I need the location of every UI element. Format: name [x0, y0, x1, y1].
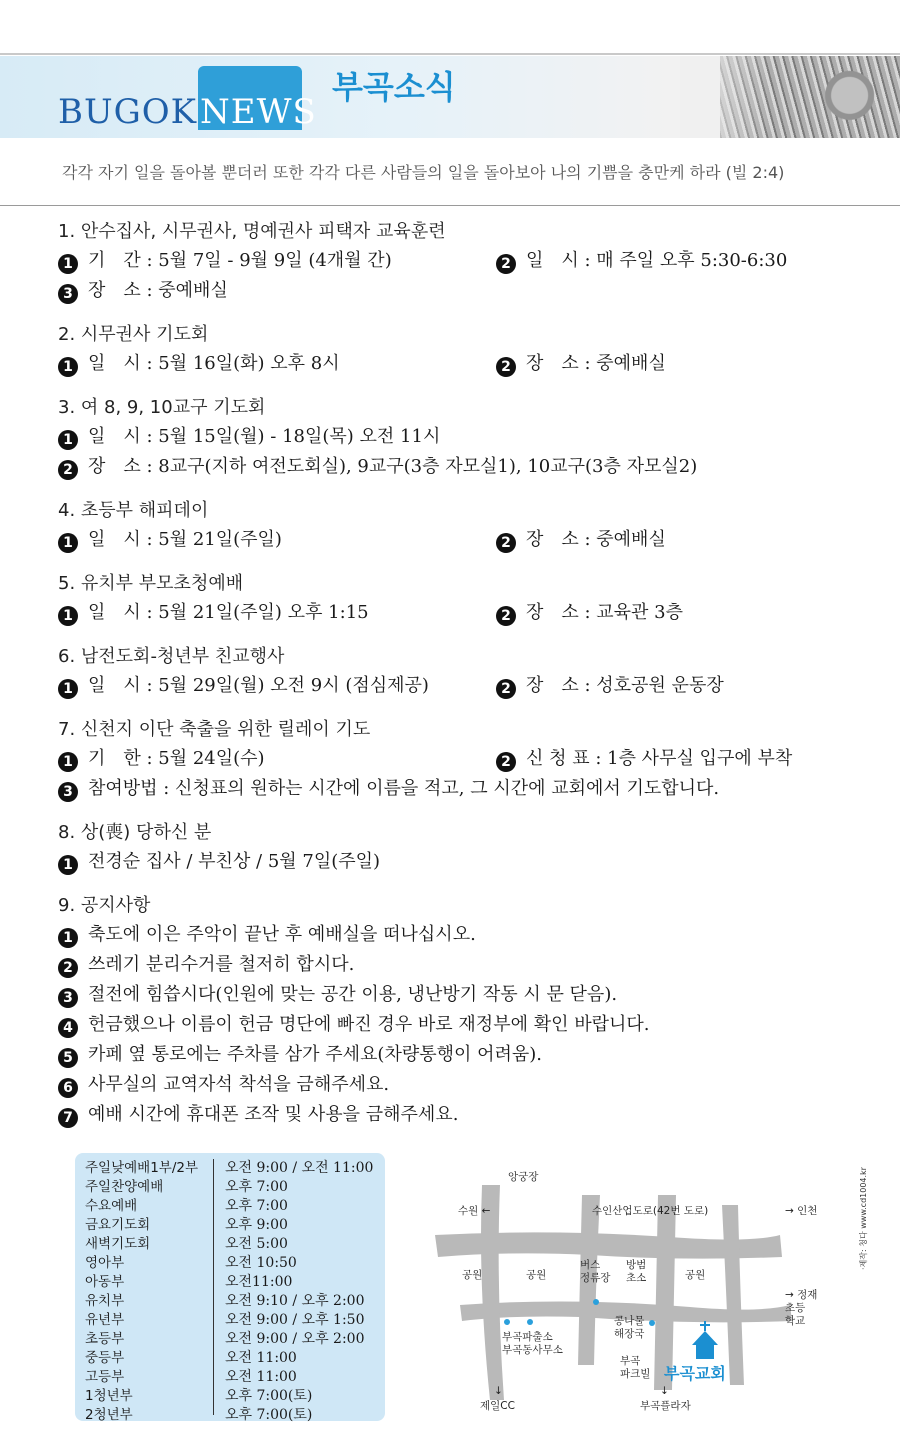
section-title: 6. 남전도회-청년부 친교행사 — [58, 646, 285, 667]
section-row — [58, 525, 878, 555]
schedule-row — [85, 1235, 375, 1254]
item-label: 장 소 : 성호공원 운동장 — [526, 675, 724, 696]
item-number-badge: 3 — [58, 782, 78, 802]
item-text — [58, 1074, 389, 1095]
schedule-service-name: 새벽기도회 — [85, 1236, 151, 1252]
item-label: 축도에 이은 주악이 끝난 후 예배실을 떠나십시오. — [88, 924, 476, 945]
item-text — [58, 924, 476, 945]
item-number-badge: 6 — [58, 1078, 78, 1098]
item-number-badge: 1 — [58, 606, 78, 626]
news-section — [58, 394, 878, 482]
section-row — [58, 1040, 878, 1070]
schedule-row — [85, 1330, 375, 1349]
page-title: 부곡소식 — [332, 68, 456, 106]
news-section — [58, 497, 878, 555]
schedule-service-name: 수요예배 — [85, 1198, 138, 1214]
item-number-badge: 1 — [58, 679, 78, 699]
item-number-badge: 1 — [58, 855, 78, 875]
section-row — [58, 847, 878, 877]
map-label-park: 공원 — [462, 1269, 483, 1281]
item-number-badge: 2 — [496, 752, 516, 772]
item-text — [58, 778, 719, 799]
item-label: 일 시 : 5월 21일(주일) — [88, 529, 282, 550]
schedule-time: 오후 7:00 — [225, 1198, 288, 1214]
item-text — [58, 1014, 649, 1035]
item-text — [58, 353, 340, 374]
schedule-service-name: 유치부 — [85, 1293, 125, 1309]
map-label-bus-stop: 버스 정류장 — [580, 1259, 611, 1284]
map-label-jeilcc: 제일CC — [480, 1400, 515, 1412]
item-text — [496, 525, 666, 555]
section-row — [58, 598, 878, 628]
map-label-incheon: → 인천 — [785, 1205, 818, 1217]
section-row — [58, 1010, 878, 1040]
map-label-suwon: 수원 ← — [458, 1205, 491, 1217]
item-text — [58, 851, 380, 872]
schedule-time: 오전 9:00 / 오전 11:00 — [225, 1160, 374, 1176]
section-title: 7. 신천지 이단 축출을 위한 릴레이 기도 — [58, 719, 371, 740]
section-row — [58, 671, 878, 701]
restaurant-marker — [649, 1320, 655, 1326]
section-title: 8. 상(喪) 당하신 분 — [58, 822, 212, 843]
schedule-row — [85, 1368, 375, 1387]
schedule-row — [85, 1216, 375, 1235]
item-label: 참여방법 : 신청표의 원하는 시간에 이름을 적고, 그 시간에 교회에서 기도합니다. — [88, 778, 720, 799]
item-label: 일 시 : 5월 15일(월) - 18일(목) 오전 11시 — [88, 426, 441, 447]
schedule-time: 오전 10:50 — [225, 1255, 297, 1271]
news-section — [58, 716, 878, 804]
item-label: 헌금했으나 이름이 헌금 명단에 빠진 경우 바로 재정부에 확인 바랍니다. — [88, 1014, 650, 1035]
schedule-time: 오후 7:00(토) — [225, 1407, 313, 1423]
section-row — [58, 744, 878, 774]
schedule-service-name: 중등부 — [85, 1350, 125, 1366]
item-number-badge: 7 — [58, 1108, 78, 1128]
item-text — [58, 748, 265, 769]
item-number-badge: 2 — [496, 254, 516, 274]
schedule-row — [85, 1273, 375, 1292]
header-photo-fade — [680, 56, 770, 138]
logo-bugok: BUGOK — [58, 92, 198, 132]
news-section — [58, 321, 878, 379]
item-label: 신 청 표 : 1층 사무실 입구에 부착 — [526, 748, 793, 769]
item-number-badge: 2 — [496, 533, 516, 553]
item-label: 장 소 : 중예배실 — [526, 529, 666, 550]
schedule-time: 오전 9:00 / 오후 1:50 — [225, 1312, 365, 1328]
item-label: 일 시 : 5월 29일(월) 오전 9시 (점심제공) — [88, 675, 429, 696]
item-text — [496, 349, 666, 379]
logo-news: NEWS — [200, 92, 317, 132]
schedule-service-name: 초등부 — [85, 1331, 125, 1347]
schedule-time: 오후 9:00 — [225, 1217, 288, 1233]
location-map — [430, 1165, 830, 1425]
item-text — [58, 1104, 458, 1125]
credit: ·제작: 청다 www.cd1004.kr — [859, 1167, 868, 1270]
item-text — [58, 675, 429, 696]
item-text — [58, 954, 354, 975]
item-number-badge: 2 — [496, 679, 516, 699]
item-number-badge: 2 — [58, 460, 78, 480]
news-section — [58, 218, 878, 306]
map-label-plaza: 부곡플라자 — [640, 1400, 691, 1412]
schedule-row — [85, 1349, 375, 1368]
item-label: 장 소 : 8교구(지하 여전도회실), 9교구(3층 자모실1), 10교구(3층 자모실2) — [88, 456, 698, 477]
item-number-badge: 2 — [496, 357, 516, 377]
item-text — [58, 984, 617, 1005]
item-label: 쓰레기 분리수거를 철저히 합시다. — [88, 954, 355, 975]
schedule-time: 오전 11:00 — [225, 1350, 297, 1366]
item-text — [58, 1044, 542, 1065]
schedule-row — [85, 1311, 375, 1330]
arrow-down-icon: ↓ — [494, 1385, 503, 1397]
section-row — [58, 950, 878, 980]
item-label: 절전에 힘씁시다(인원에 맞는 공간 이용, 냉난방기 작동 시 문 닫음). — [88, 984, 618, 1005]
schedule-service-name: 유년부 — [85, 1312, 125, 1328]
item-text — [58, 529, 282, 550]
schedule-time: 오전 9:00 / 오후 2:00 — [225, 1331, 365, 1347]
arrow-down-icon: ↓ — [660, 1385, 669, 1397]
item-number-badge: 1 — [58, 254, 78, 274]
section-row — [58, 422, 878, 452]
map-label-road: 수인산업도로(42번 도로) — [592, 1205, 709, 1217]
schedule-time: 오전 11:00 — [225, 1369, 297, 1385]
item-label: 기 간 : 5월 7일 - 9월 9일 (4개월 간) — [88, 250, 392, 271]
item-number-badge: 3 — [58, 988, 78, 1008]
item-label: 일 시 : 5월 16일(화) 오후 8시 — [88, 353, 340, 374]
schedule-time: 오전 9:10 / 오후 2:00 — [225, 1293, 365, 1309]
news-section — [58, 819, 878, 877]
section-row — [58, 980, 878, 1010]
section-title: 1. 안수집사, 시무권사, 명예권사 피택자 교육훈련 — [58, 221, 446, 242]
item-number-badge: 1 — [58, 357, 78, 377]
church-icon — [692, 1321, 718, 1359]
item-text — [496, 744, 792, 774]
item-number-badge: 1 — [58, 752, 78, 772]
section-row — [58, 920, 878, 950]
section-title: 3. 여 8, 9, 10교구 기도회 — [58, 397, 266, 418]
item-number-badge: 4 — [58, 1018, 78, 1038]
schedule-row — [85, 1387, 375, 1406]
section-row — [58, 246, 878, 276]
item-number-badge: 2 — [496, 606, 516, 626]
schedule-row — [85, 1292, 375, 1311]
item-number-badge: 5 — [58, 1048, 78, 1068]
item-label: 장 소 : 중예배실 — [526, 353, 666, 374]
section-row — [58, 1100, 878, 1130]
map-label-crime-post: 방범 초소 — [626, 1259, 647, 1284]
schedule-service-name: 주일낮예배1부/2부 — [85, 1160, 199, 1176]
item-label: 일 시 : 5월 21일(주일) 오후 1:15 — [88, 602, 369, 623]
section-title: 4. 초등부 해피데이 — [58, 500, 209, 521]
map-label-parkville: 부곡 파크빌 — [620, 1355, 651, 1380]
section-title: 9. 공지사항 — [58, 895, 151, 916]
item-label: 사무실의 교역자석 착석을 금해주세요. — [88, 1074, 390, 1095]
schedule-row — [85, 1197, 375, 1216]
item-number-badge: 3 — [58, 284, 78, 304]
item-label: 예배 시간에 휴대폰 조작 및 사용을 금해주세요. — [88, 1104, 459, 1125]
item-text — [496, 598, 683, 628]
item-text — [58, 280, 228, 301]
map-label-park: 공원 — [526, 1269, 547, 1281]
map-roads — [430, 1165, 830, 1425]
map-label-restaurant: 콩나물 해장국 — [614, 1315, 645, 1340]
section-row — [58, 774, 878, 804]
map-label-school: → 정재 초등 학교 — [785, 1289, 818, 1327]
schedule-row — [85, 1159, 375, 1178]
schedule-service-name: 1청년부 — [85, 1388, 133, 1404]
section-title: 5. 유치부 부모초청예배 — [58, 573, 244, 594]
bible-verse: 각각 자기 일을 돌아볼 뿐더러 또한 각각 다른 사람들의 일을 돌아보아 나의 기쁨을 충만케 하라 (빌 2:4) — [62, 163, 785, 182]
schedule-row — [85, 1178, 375, 1197]
news-section — [58, 892, 878, 1130]
item-text — [58, 602, 369, 623]
schedule-service-name: 아동부 — [85, 1274, 125, 1290]
item-label: 장 소 : 중예배실 — [88, 280, 228, 301]
item-label: 일 시 : 매 주일 오후 5:30-6:30 — [526, 250, 788, 271]
section-title: 2. 시무권사 기도회 — [58, 324, 209, 345]
section-row — [58, 452, 878, 482]
section-row — [58, 276, 878, 306]
item-label: 기 한 : 5월 24일(수) — [88, 748, 265, 769]
map-label-archery: 앙궁장 — [508, 1171, 539, 1183]
item-text — [496, 671, 724, 701]
map-label-park: 공원 — [685, 1269, 706, 1281]
item-label: 카페 옆 통로에는 주차를 삼가 주세요(차량통행이 어려움). — [88, 1044, 543, 1065]
schedule-service-name: 고등부 — [85, 1369, 125, 1385]
news-section — [58, 570, 878, 628]
item-text — [496, 246, 787, 276]
schedule-service-name: 2청년부 — [85, 1407, 133, 1423]
item-label: 장 소 : 교육관 3층 — [526, 602, 684, 623]
section-row — [58, 349, 878, 379]
schedule-row — [85, 1406, 375, 1425]
item-text — [58, 250, 392, 271]
schedule-time: 오후 7:00 — [225, 1179, 288, 1195]
news-list — [58, 218, 878, 1145]
schedule-time: 오전 5:00 — [225, 1236, 288, 1252]
schedule-time: 오전11:00 — [225, 1274, 293, 1290]
schedule-row — [85, 1254, 375, 1273]
schedule-time: 오후 7:00(토) — [225, 1388, 313, 1404]
schedule-service-name: 주일찬양예배 — [85, 1179, 164, 1195]
item-number-badge: 2 — [58, 958, 78, 978]
item-text — [58, 456, 697, 477]
section-row — [58, 1070, 878, 1100]
item-label: 전경순 집사 / 부친상 / 5월 7일(주일) — [88, 851, 381, 872]
map-label-police-office: 부곡파출소 부곡동사무소 — [502, 1331, 563, 1356]
top-rule — [0, 53, 900, 55]
worship-schedule-box — [75, 1153, 385, 1421]
item-number-badge: 1 — [58, 533, 78, 553]
item-text — [58, 426, 440, 447]
item-number-badge: 1 — [58, 430, 78, 450]
bus-stop-marker — [593, 1299, 599, 1305]
police-marker — [504, 1319, 510, 1325]
item-number-badge: 1 — [58, 928, 78, 948]
news-section — [58, 643, 878, 701]
office-marker — [527, 1319, 533, 1325]
schedule-service-name: 영아부 — [85, 1255, 125, 1271]
map-label-church: 부곡교회 — [664, 1364, 726, 1383]
schedule-service-name: 금요기도회 — [85, 1217, 151, 1233]
divider — [0, 205, 900, 206]
